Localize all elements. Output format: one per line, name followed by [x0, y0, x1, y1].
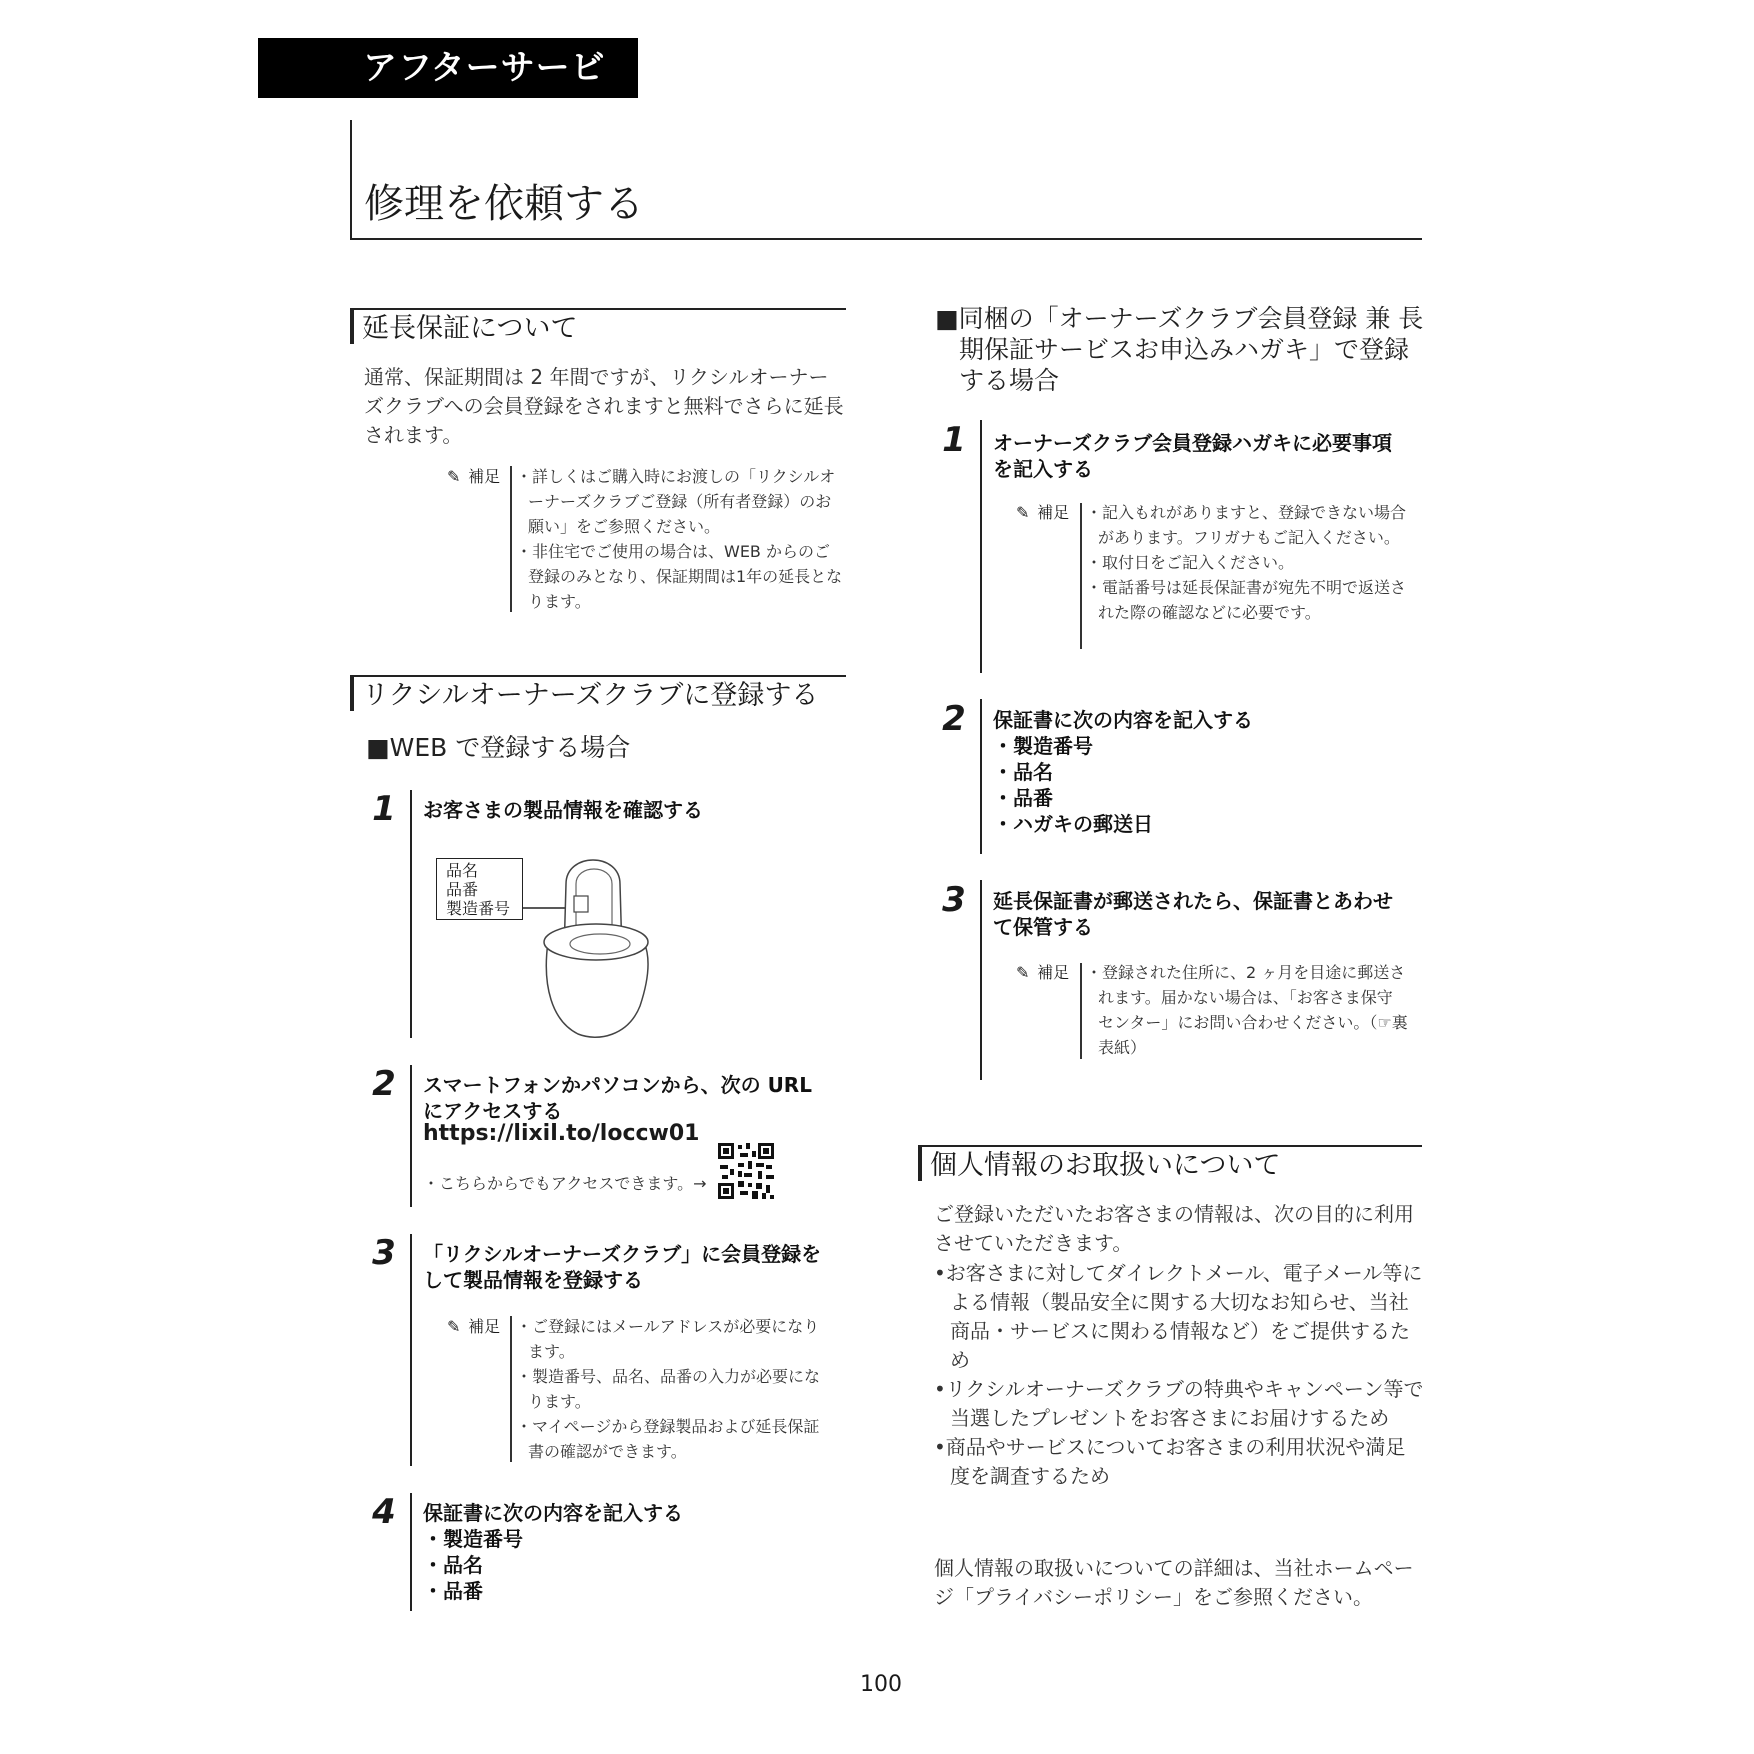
postcard-registration-heading: ■同梱の「オーナーズクラブ会員登録 兼 長期保証サービスお申込みハガキ」で登録する場合: [935, 304, 1424, 395]
note-divider: [1080, 503, 1082, 649]
note-label-text: 補足: [468, 467, 501, 486]
privacy-intro: ご登録いただいたお客さまの情報は、次の目的に利用させていただきます。: [934, 1202, 1414, 1255]
step-number: 1: [942, 420, 966, 460]
note-divider: [1080, 963, 1082, 1059]
step-title: 保証書に次の内容を記入する: [423, 1501, 683, 1525]
step-title: 「リクシルオーナーズクラブ」に会員登録をして製品情報を登録する: [423, 1242, 822, 1292]
extended-warranty-body: 通常、保証期間は 2 年間ですが、リクシルオーナーズクラブへの会員登録をされますと無料でさらに延長されます。: [364, 365, 844, 447]
pencil-icon: ✎: [1016, 503, 1030, 522]
extended-warranty-heading: 延長保証について: [350, 308, 846, 344]
page-number: 100: [860, 1672, 902, 1697]
step-notes: [516, 1314, 830, 1464]
extended-warranty-notes: [516, 464, 844, 614]
pencil-icon: ✎: [447, 1317, 461, 1336]
qr-caption: ・こちらからでもアクセスできます。→: [423, 1174, 707, 1193]
note-label-text: 補足: [1037, 963, 1070, 982]
list-item: •お客さまに対してダイレクトメール、電子メール等による情報（製品安全に関する大切なお知らせ、当社商品・サービスに関わる情報など）をご提供するため: [934, 1261, 1423, 1372]
label-product-name: 品名: [446, 861, 479, 880]
note-divider: [510, 466, 512, 612]
note-divider: [510, 1316, 512, 1462]
qr-code-icon[interactable]: [718, 1143, 774, 1199]
note-item: ・記入もれがありますと、登録できない場合があります。フリガナもご記入ください。: [1086, 503, 1407, 547]
note-item: ・登録された住所に、2 ヶ月を目途に郵送されます。届かない場合は、「お客さま保守センター」にお問い合わせください。（☞裏表紙）: [1086, 963, 1408, 1057]
step-number: 2: [942, 699, 966, 739]
step-notes: [1086, 500, 1406, 625]
step-item-list: [423, 1526, 523, 1604]
list-item: ・品名: [423, 1553, 483, 1577]
step-title: 保証書に次の内容を記入する: [993, 708, 1253, 732]
step-title: オーナーズクラブ会員登録ハガキに必要事項を記入する: [993, 431, 1392, 481]
step-number: 4: [372, 1492, 396, 1532]
list-item: ・ハガキの郵送日: [993, 812, 1153, 836]
step-number: 3: [372, 1233, 396, 1273]
privacy-footer: 個人情報の取扱いについての詳細は、当社ホームページ「プライバシーポリシー」をご参照ください。: [934, 1556, 1414, 1609]
list-item: ・品名: [993, 760, 1053, 784]
toilet-illustration: [520, 846, 670, 1046]
step-number: 2: [372, 1064, 396, 1104]
title-divider-horizontal: [350, 238, 1422, 240]
section-tab: アフターサービス: [258, 38, 638, 98]
step-divider: [980, 420, 982, 673]
note-item: ・電話番号は延長保証書が宛先不明で返送された際の確認などに必要です。: [1086, 578, 1407, 622]
title-divider-vertical: [350, 120, 352, 240]
list-item: ・品番: [423, 1579, 483, 1603]
step-divider: [410, 790, 412, 1038]
registration-url[interactable]: https://lixil.to/loccw01: [423, 1121, 700, 1146]
note-item: ・詳しくはご購入時にお渡しの「リクシルオーナーズクラブご登録（所有者登録）のお願い」をご参照ください。: [516, 467, 836, 536]
note-item: ・取付日をご記入ください。: [1086, 553, 1295, 572]
label-product-number: 品番: [446, 880, 479, 899]
note-item: ・非住宅でご使用の場合は、WEB からのご登録のみとなり、保証期間は1年の延長となります。: [516, 542, 843, 611]
step-divider: [410, 1065, 412, 1207]
web-registration-subheading: ■WEB で登録する場合: [366, 733, 631, 762]
step-divider: [410, 1493, 412, 1611]
step-title: スマートフォンかパソコンから、次の URL にアクセスする: [423, 1073, 812, 1123]
list-item: ・製造番号: [423, 1527, 523, 1551]
note-label-text: 補足: [468, 1317, 501, 1336]
privacy-heading: 個人情報のお取扱いについて: [918, 1145, 1422, 1181]
list-item: ・製造番号: [993, 734, 1093, 758]
note-label: [1016, 500, 1069, 525]
note-item: ・ご登録にはメールアドレスが必要になります。: [516, 1317, 820, 1361]
step-divider: [980, 880, 982, 1080]
step-notes: [1086, 960, 1408, 1060]
pencil-icon: ✎: [447, 467, 461, 486]
step-title: お客さまの製品情報を確認する: [423, 798, 703, 822]
step-item-list: [993, 733, 1153, 837]
step-number: 3: [942, 880, 966, 920]
note-label-text: 補足: [1037, 503, 1070, 522]
page-title: 修理を依頼する: [364, 181, 644, 227]
list-item: ・品番: [993, 786, 1053, 810]
note-item: ・製造番号、品名、品番の入力が必要になります。: [516, 1367, 821, 1411]
club-registration-heading: リクシルオーナーズクラブに登録する: [350, 675, 846, 711]
note-label: [1016, 960, 1069, 985]
pencil-icon: ✎: [1016, 963, 1030, 982]
privacy-purpose-list: [934, 1259, 1424, 1491]
step-number: 1: [372, 789, 396, 829]
product-label-box: [436, 858, 523, 920]
label-serial-number: 製造番号: [446, 899, 511, 918]
note-item: ・マイページから登録製品および延長保証書の確認ができます。: [516, 1417, 820, 1461]
list-item: •商品やサービスについてお客さまの利用状況や満足度を調査するため: [934, 1435, 1406, 1488]
step-title: 延長保証書が郵送されたら、保証書とあわせて保管する: [993, 889, 1393, 939]
note-label: [447, 464, 500, 489]
step-divider: [410, 1234, 412, 1466]
step-divider: [980, 699, 982, 854]
note-label: [447, 1314, 500, 1339]
list-item: •リクシルオーナーズクラブの特典やキャンペーン等で当選したプレゼントをお客さまにお届けするため: [934, 1377, 1424, 1430]
